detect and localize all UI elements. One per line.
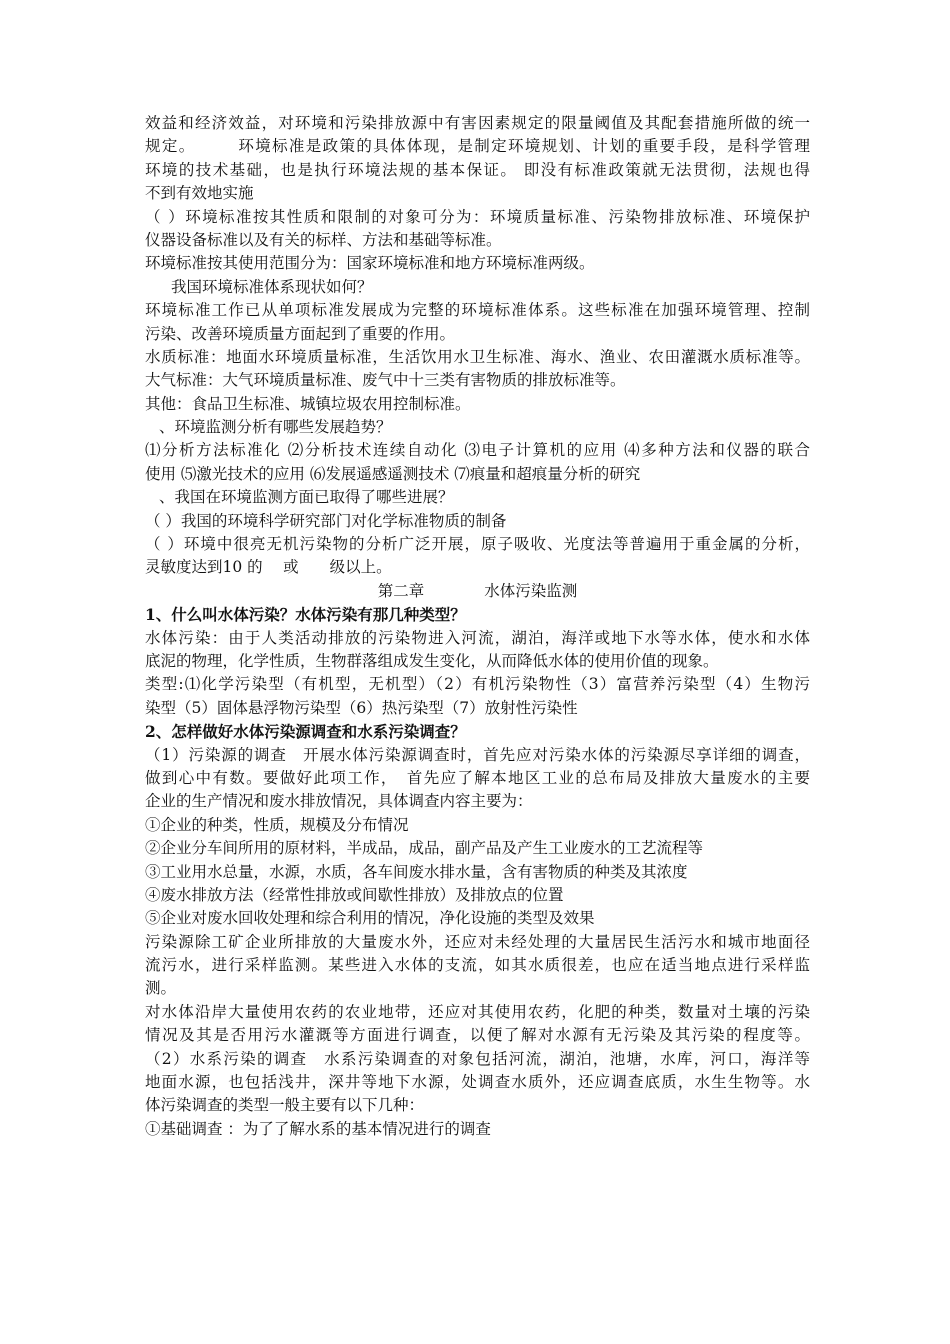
- text-line: （ ）我国的环境科学研究部门对化学标准物质的制备: [145, 511, 507, 530]
- text-line: 仪器设备标准以及有关的标样、方法和基础等标准。: [145, 230, 502, 249]
- list-item: ①企业的种类，性质，规模及分布情况: [145, 815, 409, 834]
- chapter-title: 水体污染监测: [484, 581, 578, 600]
- section-question: 、我国在环境监测方面已取得了哪些进展？: [159, 488, 454, 507]
- text-line: 环境标准按其使用范围分为：国家环境标准和地方环境标准两级。: [145, 254, 595, 273]
- text-line: 规定。 环境标准是政策的具体体现，是制定环境规划、计划的重要手段，是科学管理: [145, 137, 810, 156]
- question-heading: 1、什么叫水体污染？水体污染有那几种类型？: [145, 605, 466, 625]
- text-line: 企业的生产情况和废水排放情况，具体调查内容主要为：: [145, 792, 533, 811]
- text-line: 染型（5）固体悬浮物污染型（6）热污染型（7）放射性污染性: [145, 698, 578, 717]
- text-line: 效益和经济效益，对环境和污染排放源中有害因素规定的限量阈值及其配套措施所做的统一: [145, 114, 810, 132]
- text-line: 大气标准：大气环境质量标准、废气中十三类有害物质的排放标准等。: [145, 371, 626, 390]
- text-line: 地面水源，也包括浅井，深井等地下水源，处调查水质外，还应调查底质，水生生物等。水: [145, 1073, 810, 1092]
- text-line: 流污水，进行采样监测。某些进入水体的支流，如其水质很差，也应在适当地点进行采样监: [145, 956, 810, 975]
- text-line: 对水体沿岸大量使用农药的农业地带，还应对其使用农药，化肥的种类，数量对土壤的污染: [145, 1002, 810, 1021]
- text-line: 体污染调查的类型一般主要有以下几种：: [145, 1096, 425, 1115]
- text-line: 底泥的物理，化学性质，生物群落组成发生变化，从而降低水体的使用价值的现象。: [145, 651, 719, 670]
- question-heading: 2、怎样做好水体污染源调查和水系污染调查？: [145, 722, 466, 742]
- text-line: 水体污染：由于人类活动排放的污染物进入河流，湖泊，海洋或地下水等水体，使水和水体: [145, 628, 810, 647]
- text-line: 类型:⑴化学污染型（有机型，无机型）（2）有机污染物性（3）富营养污染型（4）生物污: [145, 675, 810, 694]
- text-line: 其他：食品卫生标准、城镇垃圾农用控制标准。: [145, 394, 471, 413]
- text-line: 做到心中有数。要做好此项工作， 首先应了解本地区工业的总布局及排放大量废水的主要: [145, 768, 810, 787]
- list-item: ②企业分车间所用的原材料，半成品，成品，副产品及产生工业废水的工艺流程等: [145, 839, 704, 858]
- text-line: 环境的技术基础，也是执行环境法规的基本保证。 即没有标准政策就无法贯彻，法规也得: [145, 160, 810, 179]
- section-question: 我国环境标准体系现状如何？: [171, 277, 373, 296]
- section-question: 、环境监测分析有哪些发展趋势？: [159, 418, 392, 437]
- text-line: （2）水系污染的调查 水系污染调查的对象包括河流，湖泊，池塘，水库，河口，海洋等: [145, 1049, 810, 1068]
- text-line: 情况及其是否用污水灌溉等方面进行调查，以便了解对水源有无污染及其污染的程度等。: [145, 1026, 810, 1045]
- list-item: ⑤企业对废水回收处理和综合利用的情况，净化设施的类型及效果: [145, 909, 595, 928]
- document-body: [145, 112, 810, 1141]
- chapter-heading: [145, 580, 810, 603]
- text-line: 灵敏度达到10 的 或 级以上。: [145, 558, 392, 577]
- text-line: （ ）环境中很亮无机污染物的分析广泛开展，原子吸收、光度法等普遍用于重金属的分析，: [145, 535, 810, 554]
- text-line: （ ）环境标准按其性质和限制的对象可分为：环境质量标准、污染物排放标准、环境保护: [145, 207, 810, 226]
- list-item: ④废水排放方法（经常性排放或间歇性排放）及排放点的位置: [145, 885, 564, 904]
- list-item: ③工业用水总量，水源，水质，各车间废水排水量，含有害物质的种类及其浓度: [145, 862, 688, 881]
- list-item: ①基础调查 ：为了了解水系的基本情况进行的调查: [145, 1119, 491, 1138]
- chapter-number: 第二章: [377, 581, 425, 600]
- text-line: ⑴分析方法标准化 ⑵分析技术连续自动化 ⑶电子计算机的应用 ⑷多种方法和仪器的联合: [145, 441, 810, 460]
- text-line: （1）污染源的调查 开展水体污染源调查时，首先应对污染水体的污染源尽享详细的调查，: [145, 745, 810, 764]
- text-line: 污染源除工矿企业所排放的大量废水外，还应对未经处理的大量居民生活污水和城市地面径: [145, 932, 810, 951]
- text-line: 使用 ⑸激光技术的应用 ⑹发展遥感遥测技术 ⑺痕量和超痕量分析的研究: [145, 464, 641, 483]
- text-line: 水质标准：地面水环境质量标准，生活饮用水卫生标准、海水、渔业、农田灌溉水质标准等。: [145, 347, 810, 366]
- text-line: 不到有效地实施: [145, 184, 254, 203]
- text-line: 测。: [145, 979, 177, 998]
- text-line: 环境标准工作已从单项标准发展成为完整的环境标准体系。这些标准在加强环境管理、控制: [145, 301, 810, 320]
- text-line: 污染、改善环境质量方面起到了重要的作用。: [145, 324, 456, 343]
